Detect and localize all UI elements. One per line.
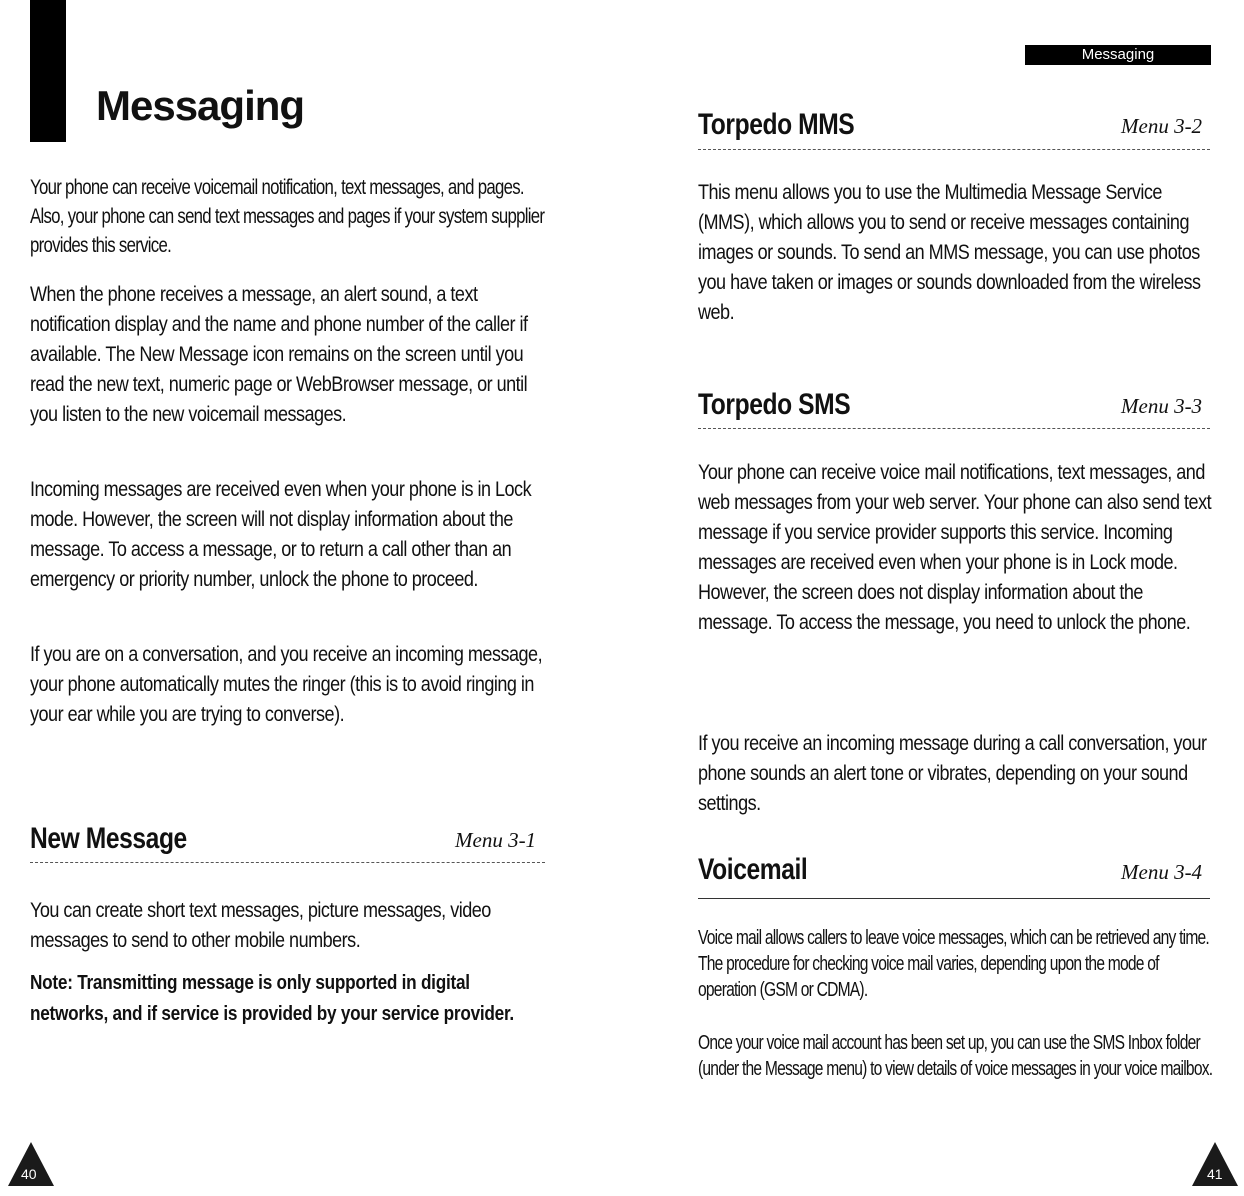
- note-text: [30, 968, 546, 1030]
- menu-ref-3-2: Menu 3-2: [1121, 114, 1203, 138]
- torpedo-mms-body: This menu allows you to use the Multimedia Message Service (MMS), which allows you to send or receive messages containing images or sounds. To send an MMS message, you can use photos you have taken or images or sounds downloaded from the wireless web.: [698, 181, 1201, 324]
- voicemail-body-1: Voice mail allows callers to leave voice messages, which can be retrieved any time. The procedure for checking voice mail varies, depending upon the mode of operation (GSM or CDMA).: [698, 927, 1209, 1001]
- intro-paragraph-2: When the phone receives a message, an alert sound, a text notification display and the name and phone number of the caller if available. The New Message icon remains on the screen until you read the new text, numeric page or WebBrowser message, or until you listen to the new voicemail messages.: [30, 283, 528, 426]
- intro-paragraph-4: If you are on a conversation, and you receive an incoming message, your phone automatically mutes the ringer (this is to avoid ringing in your ear while you are trying to converse).: [30, 643, 543, 726]
- section-title-voicemail: Voicemail: [698, 853, 808, 886]
- section-divider: [30, 862, 545, 863]
- intro-paragraph-1: Your phone can receive voicemail notification, text messages, and pages. Also, your phone can send text messages and pages if your system supplier provides this service.: [30, 176, 545, 257]
- new-message-body: You can create short text messages, picture messages, video messages to send to other mobile numbers.: [30, 899, 491, 952]
- page-number-left: 40: [21, 1166, 37, 1182]
- menu-ref-3-1: Menu 3-1: [455, 828, 537, 852]
- note-body-text: Transmitting message is only supported in digital networks, and if service is provided by your service provider.: [30, 972, 514, 1025]
- note-block: [30, 968, 550, 1030]
- section-title-new-message: New Message: [30, 822, 187, 855]
- page-number-right: 41: [1207, 1166, 1223, 1182]
- section-title-torpedo-mms: Torpedo MMS: [698, 108, 855, 141]
- menu-ref-3-3: Menu 3-3: [1121, 394, 1203, 418]
- header-tab: [1025, 45, 1211, 65]
- chapter-bar: [30, 0, 66, 142]
- torpedo-sms-body-1: Your phone can receive voice mail notifications, text messages, and web messages from your web server. Your phone can also send text message if you service provider supports this service. Incoming messages are received even when your phone is in Lock mode. However, the screen does not display information about the message. To access the message, you need to unlock the phone.: [698, 461, 1212, 634]
- note-label: Note:: [30, 972, 73, 994]
- section-divider: [698, 149, 1210, 150]
- page-number-triangle-left: [6, 1140, 56, 1188]
- torpedo-sms-body-2: If you receive an incoming message during a call conversation, your phone sounds an alert tone or vibrates, depending on your sound settings.: [698, 732, 1207, 815]
- chapter-title: Messaging: [96, 82, 305, 129]
- section-divider: [698, 428, 1210, 429]
- intro-paragraph-3: Incoming messages are received even when your phone is in Lock mode. However, the screen will not display information about the message. To access a message, or to return a call other than an emergency or priority number, unlock the phone to proceed.: [30, 478, 532, 591]
- page-number-triangle-right: [1190, 1140, 1240, 1188]
- header-tab-label: Messaging: [1081, 46, 1155, 63]
- section-title-torpedo-sms: Torpedo SMS: [698, 388, 851, 421]
- menu-ref-3-4: Menu 3-4: [1121, 860, 1203, 884]
- voicemail-body-2: Once your voice mail account has been set up, you can use the SMS Inbox folder (under the Message menu) to view details of voice messages in your voice mailbox.: [698, 1032, 1213, 1080]
- section-divider: [698, 898, 1210, 899]
